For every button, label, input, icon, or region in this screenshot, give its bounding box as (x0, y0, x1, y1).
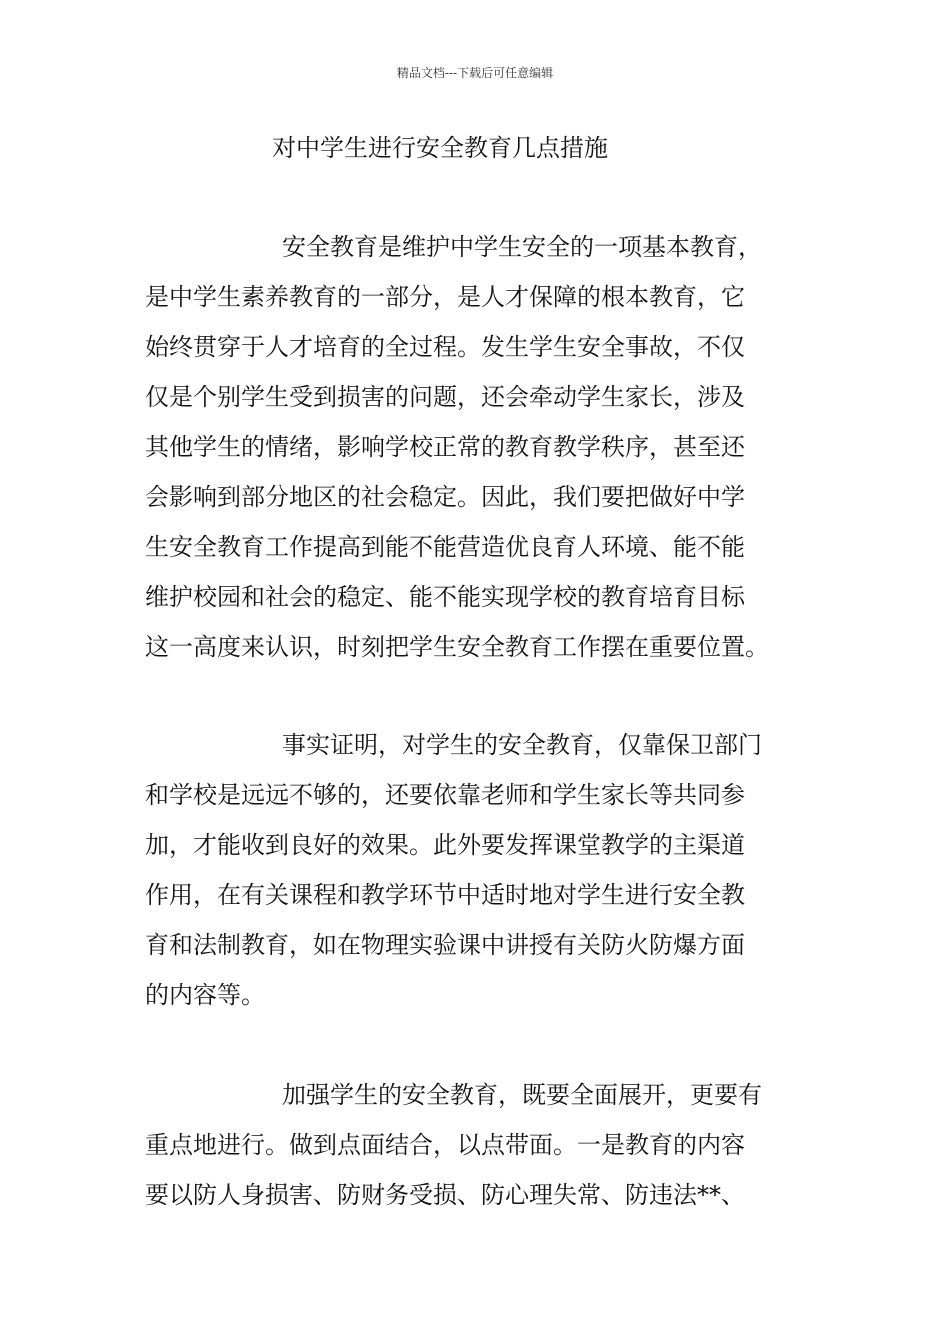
paragraph-line: 安全教育是维护中学生安全的一项基本教育， (282, 233, 762, 261)
paragraph-line: 是中学生素养教育的一部分，是人才保障的根本教育，它 (145, 283, 745, 311)
paragraph-line: 事实证明，对学生的安全教育，仅靠保卫部门 (282, 731, 762, 759)
paragraph-line: 这一高度来认识，时刻把学生安全教育工作摆在重要位置。 (145, 633, 769, 661)
paragraph-1 (145, 222, 769, 672)
paragraph-2 (145, 720, 762, 1020)
paragraph-line: 加，才能收到良好的效果。此外要发挥课堂教学的主渠道 (145, 831, 745, 859)
paragraph-line: 仅是个别学生受到损害的问题，还会牵动学生家长，涉及 (145, 383, 745, 411)
paragraph-line: 其他学生的情绪，影响学校正常的教育教学秩序，甚至还 (145, 433, 745, 461)
paragraph-line: 要以防人身损害、防财务受损、防心理失常、防违法**、 (145, 1181, 745, 1209)
paragraph-line: 育和法制教育，如在物理实验课中讲授有关防火防爆方面 (145, 931, 745, 959)
paragraph-line: 加强学生的安全教育，既要全面展开，更要有 (282, 1081, 762, 1109)
paragraph-line: 的内容等。 (145, 981, 265, 1009)
paragraph-line: 会影响到部分地区的社会稳定。因此，我们要把做好中学 (145, 483, 745, 511)
paragraph-line: 和学校是远远不够的，还要依靠老师和学生家长等共同参 (145, 781, 745, 809)
paragraph-3 (145, 1070, 762, 1220)
paragraph-line: 始终贯穿于人才培育的全过程。发生学生安全事故，不仅 (145, 333, 745, 361)
paragraph-line: 生安全教育工作提高到能不能营造优良育人环境、能不能 (145, 533, 745, 561)
paragraph-line: 维护校园和社会的稳定、能不能实现学校的教育培育目标 (145, 583, 745, 611)
paragraph-line: 重点地进行。做到点面结合，以点带面。一是教育的内容 (145, 1131, 745, 1159)
paragraph-line: 作用，在有关课程和教学环节中适时地对学生进行安全教 (145, 881, 745, 909)
document-title: 对中学生进行安全教育几点措施 (272, 134, 608, 162)
page-header: 精品文档---下载后可任意编辑 (396, 66, 554, 80)
